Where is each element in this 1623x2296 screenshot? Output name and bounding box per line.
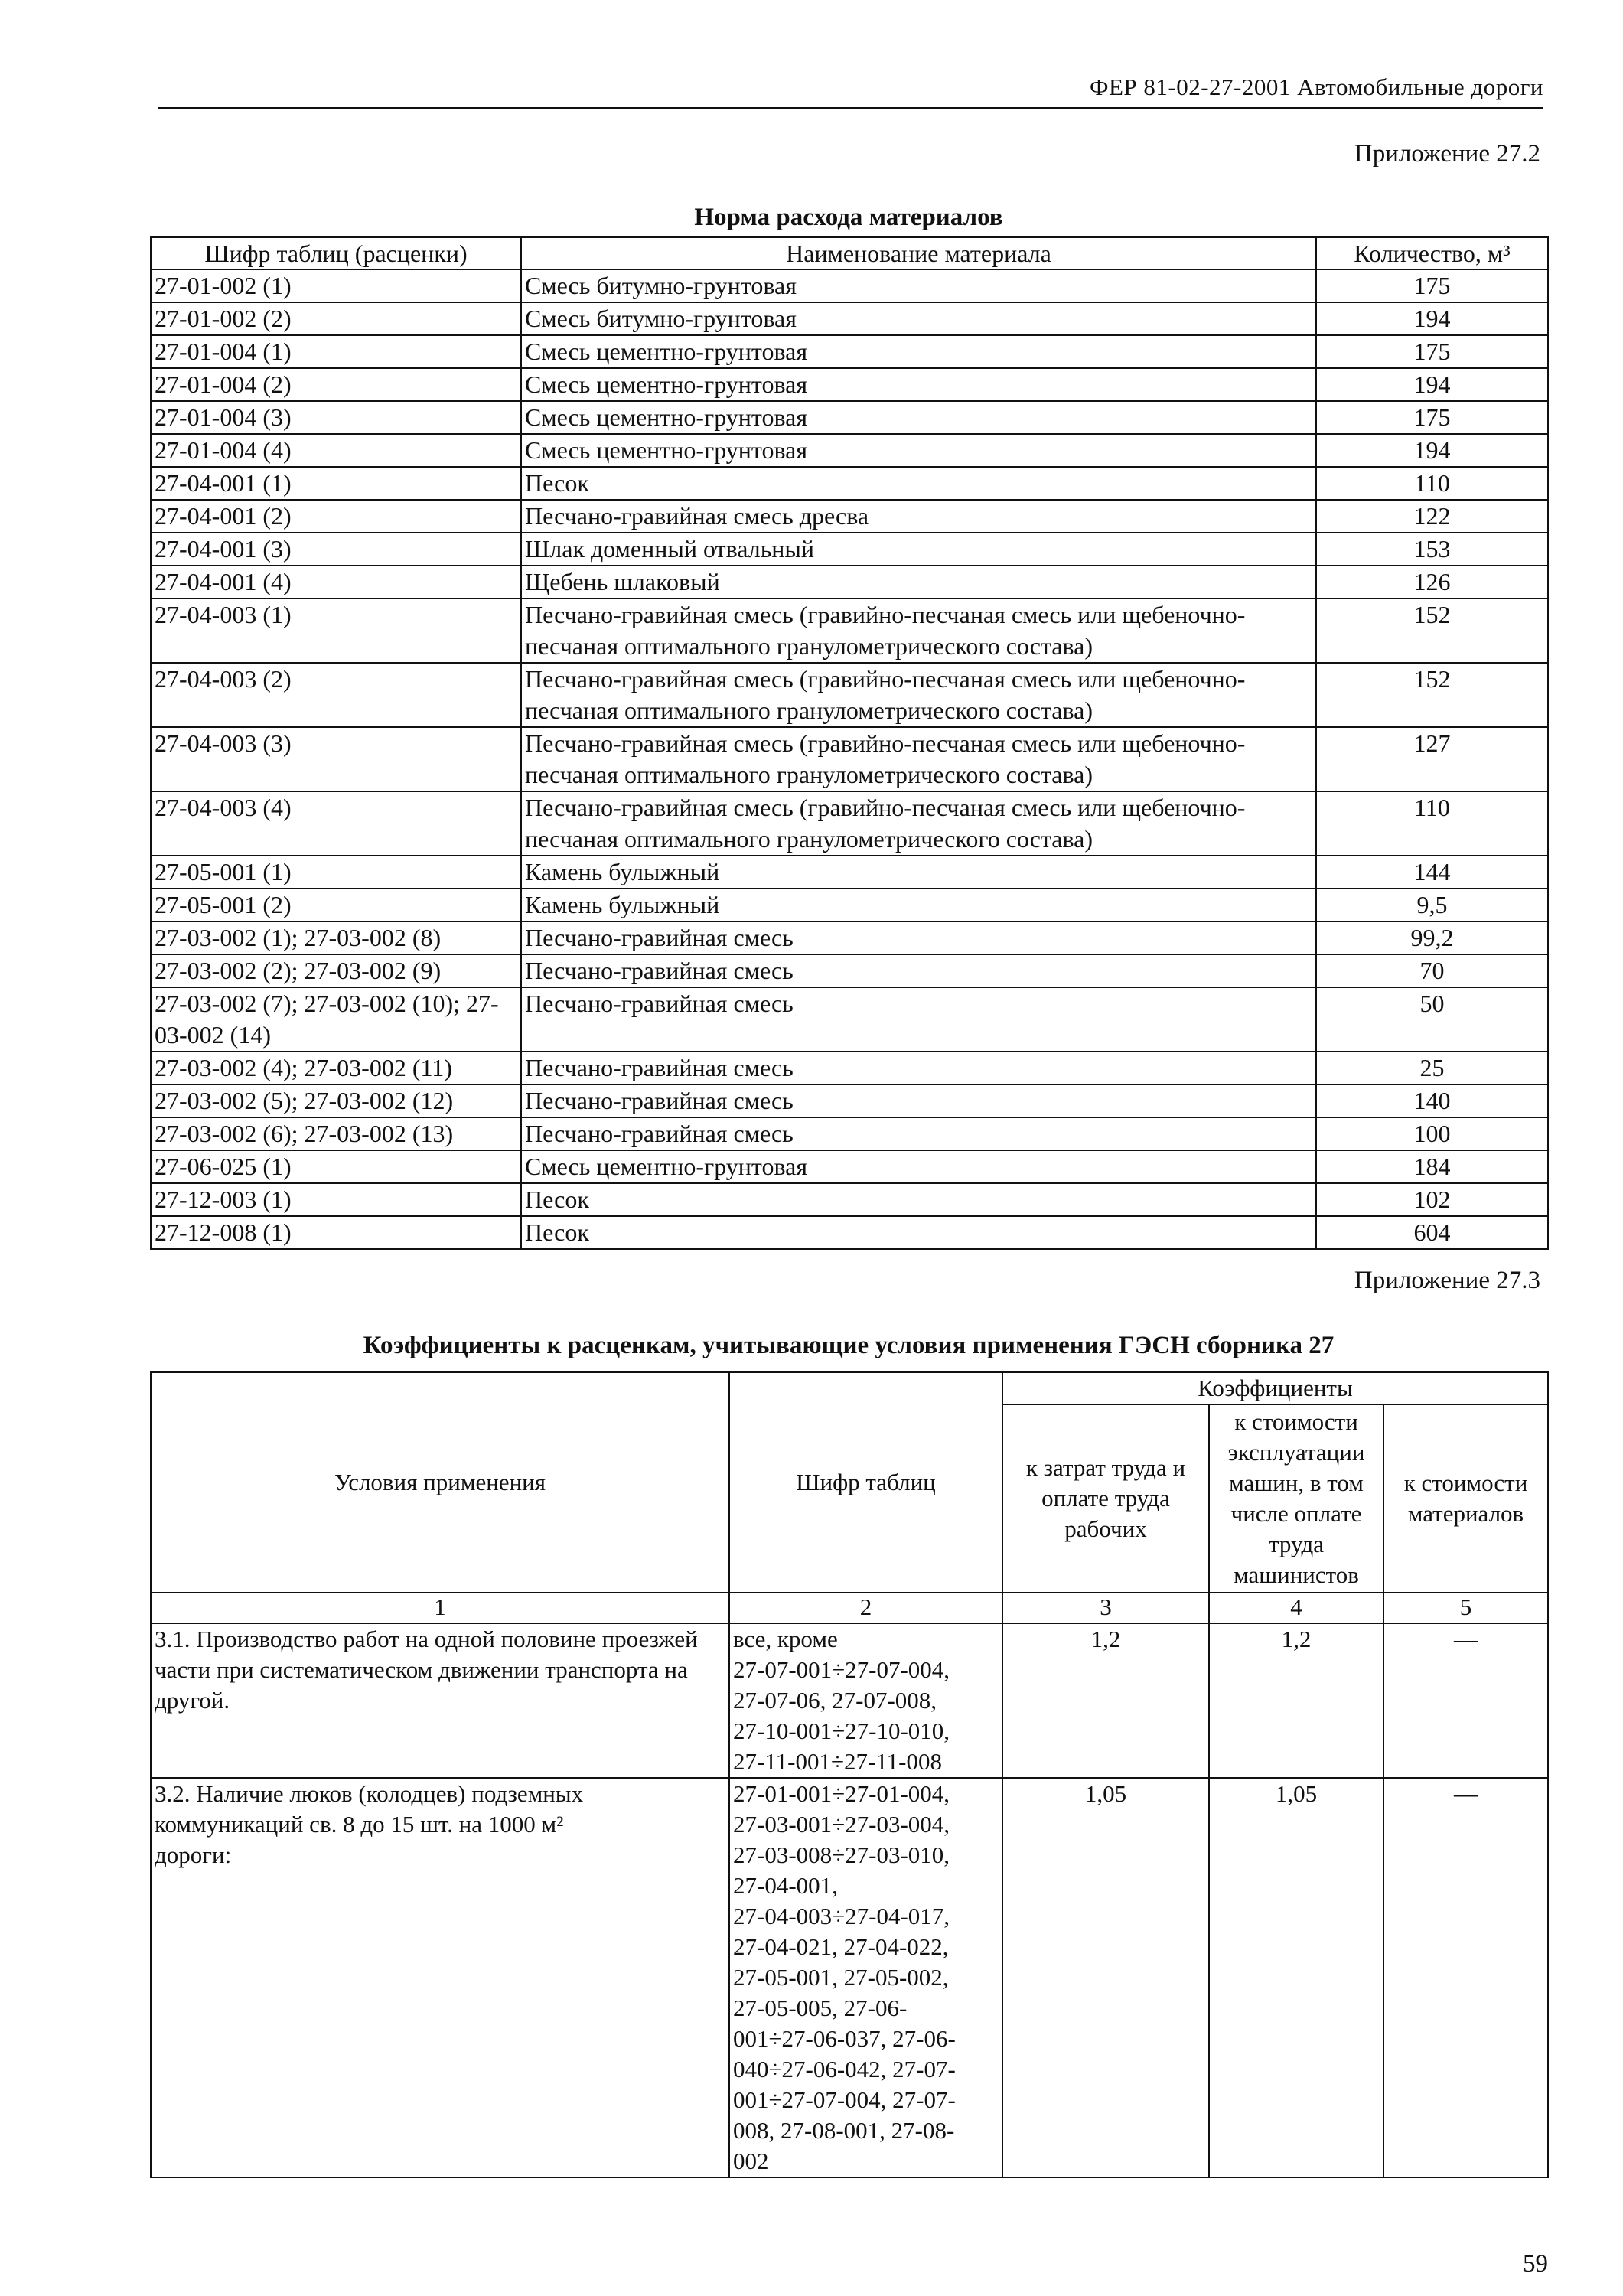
column-number: 4 xyxy=(1209,1593,1383,1623)
quantity-cell: 152 xyxy=(1316,598,1548,663)
quantity-cell: 175 xyxy=(1316,269,1548,302)
machines-coefficient: 1,2 xyxy=(1209,1623,1383,1778)
material-name-cell: Смесь цементно-грунтовая xyxy=(521,434,1316,467)
table-code-cell: 27-12-008 (1) xyxy=(151,1216,521,1249)
code-line: 001÷27-07-004, 27-07- xyxy=(733,2086,956,2113)
condition-line: дороги: xyxy=(155,1841,232,1868)
table-row xyxy=(151,1084,1548,1117)
materials-coefficient: — xyxy=(1383,1623,1548,1778)
table-code-cell: 27-01-004 (1) xyxy=(151,335,521,368)
table-row xyxy=(151,335,1548,368)
quantity-cell: 153 xyxy=(1316,533,1548,566)
column-number: 1 xyxy=(151,1593,729,1623)
material-name-cell: Песчано-гравийная смесь xyxy=(521,1052,1316,1084)
labor-coefficient: 1,2 xyxy=(1002,1623,1209,1778)
material-name-cell: Смесь цементно-грунтовая xyxy=(521,368,1316,401)
column-header-coefficients: Коэффициенты xyxy=(1002,1372,1548,1404)
coefficients-table xyxy=(150,1371,1549,2178)
table-row xyxy=(151,434,1548,467)
column-number: 3 xyxy=(1002,1593,1209,1623)
table-row xyxy=(151,401,1548,434)
code-line: 27-01-001÷27-01-004, xyxy=(733,1780,950,1807)
appendix-label-27-2: Приложение 27.2 xyxy=(1354,140,1540,168)
column-number: 5 xyxy=(1383,1593,1548,1623)
quantity-cell: 100 xyxy=(1316,1117,1548,1150)
material-name-cell: Смесь битумно-грунтовая xyxy=(521,302,1316,335)
code-line: 27-05-005, 27-06- xyxy=(733,1994,908,2021)
running-header: ФЕР 81-02-27-2001 Автомобильные дороги xyxy=(1089,73,1543,100)
table-row xyxy=(151,921,1548,954)
material-name-cell: Песчано-гравийная смесь (гравийно-песчаная смесь или щебеночно-песчаная оптимального гранулометрического состава) xyxy=(521,727,1316,791)
column-header-quantity: Количество, м³ xyxy=(1316,237,1548,269)
code-line: 001÷27-06-037, 27-06- xyxy=(733,2025,956,2052)
condition-cell xyxy=(151,1778,729,2177)
table-code-cell: 27-03-002 (6); 27-03-002 (13) xyxy=(151,1117,521,1150)
table-code-cell: 27-12-003 (1) xyxy=(151,1183,521,1216)
table-row xyxy=(151,1150,1548,1183)
table-code-cell: 27-01-004 (2) xyxy=(151,368,521,401)
column-header-table-code: Шифр таблиц xyxy=(729,1372,1002,1593)
table-code-cell: 27-03-002 (7); 27-03-002 (10); 27-03-002 (14) xyxy=(151,987,521,1052)
table-code-cell: 27-01-002 (1) xyxy=(151,269,521,302)
column-header-machines: к стоимости эксплуатации машин, в том числе оплате труда машинистов xyxy=(1209,1404,1383,1593)
header-rule xyxy=(158,107,1543,109)
quantity-cell: 110 xyxy=(1316,467,1548,500)
material-name-cell: Щебень шлаковый xyxy=(521,566,1316,598)
column-header-code: Шифр таблиц (расценки) xyxy=(151,237,521,269)
quantity-cell: 194 xyxy=(1316,368,1548,401)
material-name-cell: Камень булыжный xyxy=(521,856,1316,889)
table-row xyxy=(151,856,1548,889)
table-row xyxy=(151,1778,1548,2177)
table-row xyxy=(151,302,1548,335)
table-code-cell: 27-03-002 (2); 27-03-002 (9) xyxy=(151,954,521,987)
material-name-cell: Камень булыжный xyxy=(521,889,1316,921)
code-line: 27-11-001÷27-11-008 xyxy=(733,1748,943,1775)
quantity-cell: 175 xyxy=(1316,401,1548,434)
column-header-labor: к затрат труда и оплате труда рабочих xyxy=(1002,1404,1209,1593)
quantity-cell: 9,5 xyxy=(1316,889,1548,921)
table-code-cell: 27-04-001 (4) xyxy=(151,566,521,598)
material-name-cell: Песчано-гравийная смесь xyxy=(521,921,1316,954)
quantity-cell: 194 xyxy=(1316,302,1548,335)
material-name-cell: Песок xyxy=(521,1183,1316,1216)
table-code-cell: 27-05-001 (1) xyxy=(151,856,521,889)
material-name-cell: Смесь цементно-грунтовая xyxy=(521,335,1316,368)
column-number-row xyxy=(151,1593,1548,1623)
table-code-cell: 27-04-003 (3) xyxy=(151,727,521,791)
table-code-cell: 27-04-001 (3) xyxy=(151,533,521,566)
table-code-cell: 27-01-004 (3) xyxy=(151,401,521,434)
column-header-conditions: Условия применения xyxy=(151,1372,729,1593)
table-code-cell: 27-01-004 (4) xyxy=(151,434,521,467)
condition-cell: 3.1. Производство работ на одной половине проезжей части при систематическом движении транспорта на другой. xyxy=(151,1623,729,1778)
table-row xyxy=(151,954,1548,987)
material-name-cell: Песчано-гравийная смесь xyxy=(521,1117,1316,1150)
table-row xyxy=(151,533,1548,566)
quantity-cell: 50 xyxy=(1316,987,1548,1052)
column-header-materials: к стоимости материалов xyxy=(1383,1404,1548,1593)
code-line: 27-07-06, 27-07-008, xyxy=(733,1687,937,1714)
labor-coefficient: 1,05 xyxy=(1002,1778,1209,2177)
materials-coefficient: — xyxy=(1383,1778,1548,2177)
code-line: 27-03-008÷27-03-010, xyxy=(733,1841,950,1868)
code-line: 27-03-001÷27-03-004, xyxy=(733,1811,950,1838)
table-code-cell: 27-04-001 (2) xyxy=(151,500,521,533)
quantity-cell: 110 xyxy=(1316,791,1548,856)
table-row xyxy=(151,987,1548,1052)
table-row xyxy=(151,791,1548,856)
table-code-cell: 27-06-025 (1) xyxy=(151,1150,521,1183)
table-row xyxy=(151,1117,1548,1150)
table-row xyxy=(151,1052,1548,1084)
quantity-cell: 194 xyxy=(1316,434,1548,467)
code-line: 002 xyxy=(733,2148,769,2174)
condition-line: 3.2. Наличие люков (колодцев) подземных xyxy=(155,1780,584,1807)
material-name-cell: Смесь битумно-грунтовая xyxy=(521,269,1316,302)
table-row xyxy=(151,368,1548,401)
table-code-cell: 27-05-001 (2) xyxy=(151,889,521,921)
condition-line: коммуникаций св. 8 до 15 шт. на 1000 м² xyxy=(155,1811,564,1838)
code-line: 27-10-001÷27-10-010, xyxy=(733,1717,950,1744)
quantity-cell: 152 xyxy=(1316,663,1548,727)
code-line: 27-04-003÷27-04-017, xyxy=(733,1903,950,1929)
code-line: 040÷27-06-042, 27-07- xyxy=(733,2056,956,2082)
table-header-row xyxy=(151,237,1548,269)
table-row xyxy=(151,1216,1548,1249)
table-code-cell: 27-01-002 (2) xyxy=(151,302,521,335)
material-name-cell: Песчано-гравийная смесь xyxy=(521,987,1316,1052)
appendix-label-27-3: Приложение 27.3 xyxy=(1354,1267,1540,1294)
table-row xyxy=(151,1623,1548,1778)
table-row xyxy=(151,598,1548,663)
quantity-cell: 144 xyxy=(1316,856,1548,889)
code-line: 008, 27-08-001, 27-08- xyxy=(733,2117,955,2144)
table-code-cell: 27-04-003 (4) xyxy=(151,791,521,856)
material-name-cell: Песчано-гравийная смесь xyxy=(521,1084,1316,1117)
table-code-cell: 27-04-003 (2) xyxy=(151,663,521,727)
table-row xyxy=(151,889,1548,921)
quantity-cell: 604 xyxy=(1316,1216,1548,1249)
quantity-cell: 140 xyxy=(1316,1084,1548,1117)
material-name-cell: Шлак доменный отвальный xyxy=(521,533,1316,566)
quantity-cell: 184 xyxy=(1316,1150,1548,1183)
materials-table-body xyxy=(151,269,1548,1249)
table-row xyxy=(151,1183,1548,1216)
table-caption-materials: Норма расхода материалов xyxy=(694,204,1003,231)
column-header-material: Наименование материала xyxy=(521,237,1316,269)
quantity-cell: 70 xyxy=(1316,954,1548,987)
material-name-cell: Песок xyxy=(521,1216,1316,1249)
table-code-cell: 27-03-002 (1); 27-03-002 (8) xyxy=(151,921,521,954)
quantity-cell: 25 xyxy=(1316,1052,1548,1084)
material-name-cell: Песчано-гравийная смесь дресва xyxy=(521,500,1316,533)
page-number: 59 xyxy=(1523,2250,1548,2278)
table-row xyxy=(151,269,1548,302)
material-name-cell: Песчано-гравийная смесь xyxy=(521,954,1316,987)
table-caption-coefficients: Коэффициенты к расценкам, учитывающие условия применения ГЭСН сборника 27 xyxy=(363,1332,1335,1359)
table-row xyxy=(151,663,1548,727)
quantity-cell: 175 xyxy=(1316,335,1548,368)
table-code-cell: 27-04-003 (1) xyxy=(151,598,521,663)
code-line: 27-07-001÷27-07-004, xyxy=(733,1656,950,1683)
column-number: 2 xyxy=(729,1593,1002,1623)
materials-table xyxy=(150,236,1549,1250)
table-row xyxy=(151,566,1548,598)
table-row xyxy=(151,500,1548,533)
table-code-cell: 27-03-002 (5); 27-03-002 (12) xyxy=(151,1084,521,1117)
table-code-cell xyxy=(729,1778,1002,2177)
table-code-cell: 27-04-001 (1) xyxy=(151,467,521,500)
quantity-cell: 126 xyxy=(1316,566,1548,598)
code-line: 27-05-001, 27-05-002, xyxy=(733,1964,949,1991)
code-line: 27-04-001, xyxy=(733,1872,838,1899)
material-name-cell: Песок xyxy=(521,467,1316,500)
material-name-cell: Смесь цементно-грунтовая xyxy=(521,1150,1316,1183)
material-name-cell: Песчано-гравийная смесь (гравийно-песчаная смесь или щебеночно-песчаная оптимального гранулометрического состава) xyxy=(521,791,1316,856)
quantity-cell: 99,2 xyxy=(1316,921,1548,954)
quantity-cell: 122 xyxy=(1316,500,1548,533)
machines-coefficient: 1,05 xyxy=(1209,1778,1383,2177)
material-name-cell: Песчано-гравийная смесь (гравийно-песчаная смесь или щебеночно-песчаная оптимального гранулометрического состава) xyxy=(521,598,1316,663)
table-code-cell: 27-03-002 (4); 27-03-002 (11) xyxy=(151,1052,521,1084)
table-code-cell xyxy=(729,1623,1002,1778)
code-line: все, кроме xyxy=(733,1626,838,1652)
quantity-cell: 102 xyxy=(1316,1183,1548,1216)
material-name-cell: Песчано-гравийная смесь (гравийно-песчаная смесь или щебеночно-песчаная оптимального гранулометрического состава) xyxy=(521,663,1316,727)
code-line: 27-04-021, 27-04-022, xyxy=(733,1933,949,1960)
table-row xyxy=(151,467,1548,500)
table-row xyxy=(151,727,1548,791)
quantity-cell: 127 xyxy=(1316,727,1548,791)
material-name-cell: Смесь цементно-грунтовая xyxy=(521,401,1316,434)
